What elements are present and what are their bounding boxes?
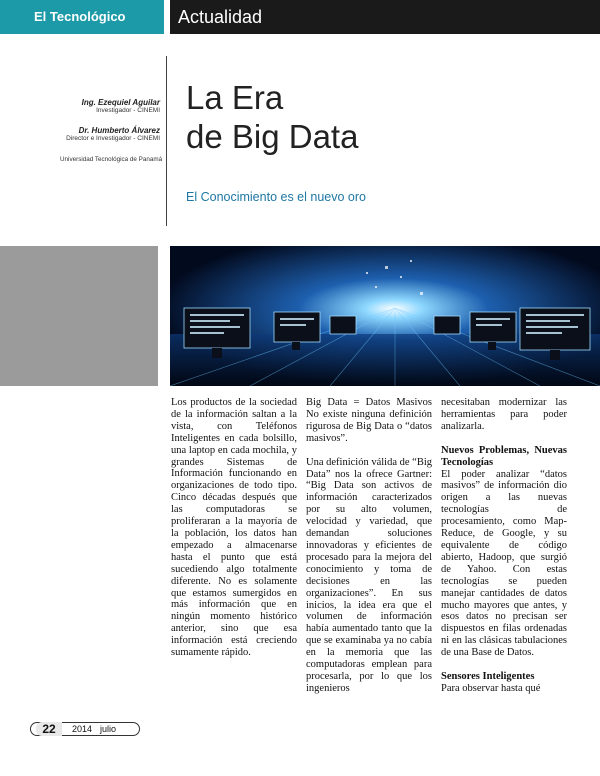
body-column-2 <box>306 397 432 707</box>
author-1-name: Ing. Ezequiel Aguilar <box>81 98 160 107</box>
section-label-left: El Tecnológico <box>0 0 164 34</box>
col3-heading-2: Sensores Inteligentes <box>441 671 535 683</box>
title-line-2: de Big Data <box>186 118 359 155</box>
col3-paragraph-2: El poder analizar “datos masivos” de información dio origen a las nuevas tecnologías de procesamiento, como Map-Reduce, de Google, y su equivalente de código abierto, Hadoop, que surgió de Yahoo. Con estas tecnologías se pueden manejar cantidades de datos mucho mayores que antes, y esos datos no precisan ser dispuestos en filas ordenadas ni en las clásicas tabulaciones de una Base de Datos. <box>441 468 567 659</box>
article-title <box>186 78 358 156</box>
col3-heading-1: Nuevos Problemas, Nuevas Tecnologías <box>441 444 567 468</box>
university-affiliation: Universidad Tecnológica de Panamá <box>60 156 163 163</box>
body-column-1 <box>171 397 297 671</box>
title-line-1: La Era <box>186 79 284 116</box>
title-divider <box>166 56 167 226</box>
decorative-gray-block <box>0 246 158 386</box>
col3-paragraph-1: necesitaban modernizar las herramientas para poder analizarla. <box>441 397 567 432</box>
col3-paragraph-3: Para observar hasta qué <box>441 682 541 694</box>
article-subtitle: El Conocimiento es el nuevo oro <box>186 190 366 204</box>
author-1-role: Investigador - CINEMI <box>96 107 160 114</box>
body-column-3 <box>441 397 567 707</box>
hero-image-data-monitors <box>170 246 600 386</box>
col1-paragraph: Los productos de la sociedad de la información saltan a la vista, con Teléfonos Inteligentes en cada bolsillo, una laptop en cada mochila, y grandes Sistemas de Información funcionando en organizaciones de todo tipo. Cinco décadas después que las computadoras se proliferaran a la mayoría de la población, los datos han empezado a almacenarse hasta el punto que está sucediendo algo totalmente diferente. No es solamente que estamos sumergidos en más información que en ningún momento histórico anterior, sino que esa información está creciendo sumamente rápido. <box>171 397 297 659</box>
col2-paragraph-2: Una definición válida de “Big Data” nos la ofrece Gartner: “Big Data son activos de información caracterizados por su alto volumen, velocidad y variedad, que demandan soluciones innovadoras y eficientes de procesado para la mejora del conocimiento y toma de decisiones en las organizaciones”. En sus inicios, la idea era que el volumen de información había aumentado tanto que la que se examinaba ya no cabía en la memoria que las computadoras emplean para procesarla, por lo que los ingenieros <box>306 456 432 694</box>
author-2-role: Director e Investigador - CINEMI <box>66 135 160 142</box>
authors-block <box>30 98 160 154</box>
issue-month: julio <box>100 724 117 734</box>
col2-paragraph-1: Big Data = Datos Masivos No existe ninguna definición rigurosa de Big Data o “datos masivos”. <box>306 397 432 444</box>
issue-year: 2014 <box>72 724 93 734</box>
author-2-name: Dr. Humberto Álvarez <box>78 126 160 135</box>
section-label-right: Actualidad <box>170 0 600 34</box>
page-number: 22 <box>36 722 62 736</box>
